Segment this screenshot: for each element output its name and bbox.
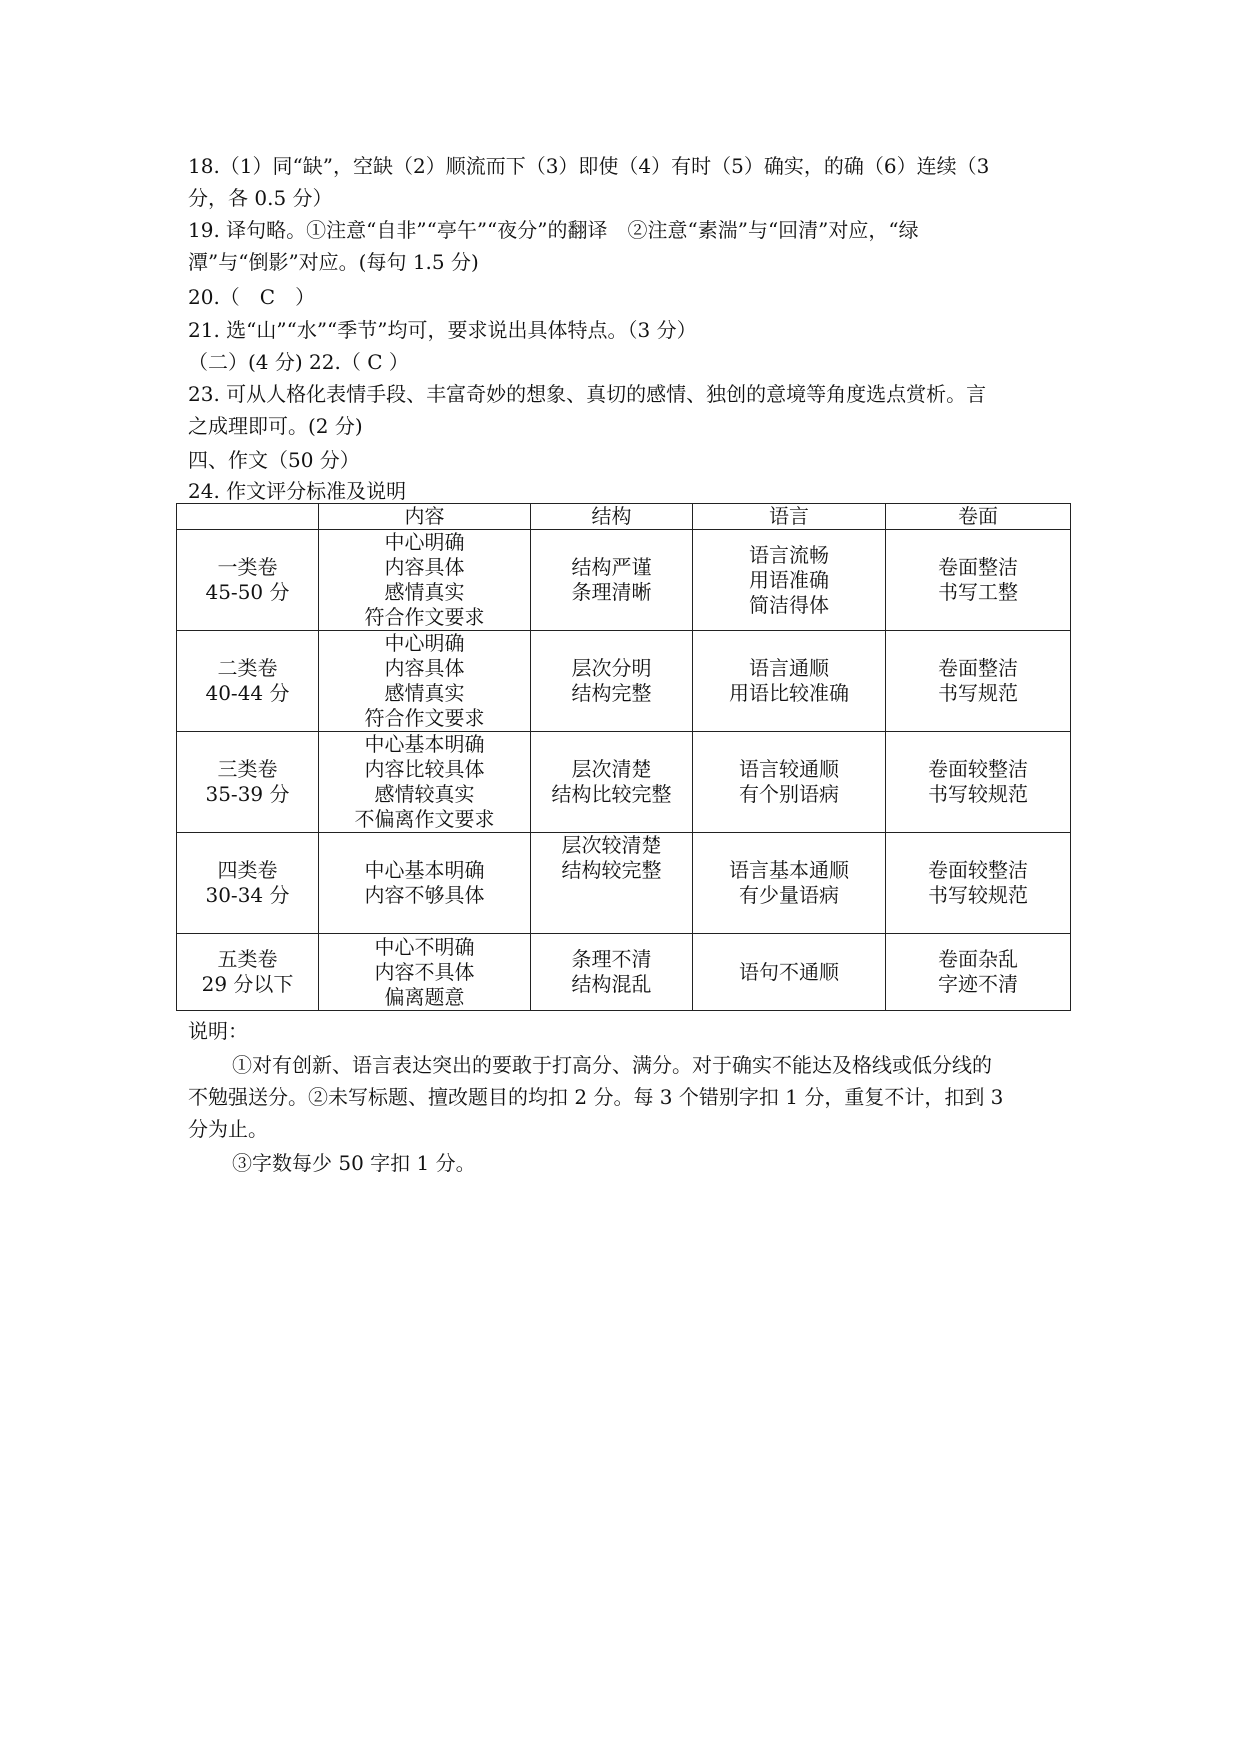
table-row: [177, 934, 1071, 1011]
text-line: 24. 作文评分标准及说明: [188, 479, 407, 503]
cell-text: 符合作文要求: [364, 605, 485, 629]
grade-cell: [177, 530, 319, 631]
language-cell: [693, 631, 886, 732]
cell-text: 层次较清楚: [561, 833, 662, 857]
cell-text: 语句不通顺: [739, 959, 839, 984]
cell-text: 卷面较整洁: [928, 858, 1028, 882]
surface-cell: [886, 732, 1071, 833]
cell-text: 用语比较准确: [729, 681, 849, 705]
cell-text: 40-44 分: [205, 681, 290, 705]
cell-text: 结构较完整: [561, 858, 662, 882]
essay-grading-table: [176, 503, 1071, 1011]
note-line: ③字数每少 50 字扣 1 分。: [232, 1151, 476, 1175]
cell-text: 条理清晰: [571, 580, 652, 604]
structure-cell: [531, 732, 693, 833]
content-cell: [319, 833, 531, 934]
cell-text: 偏离题意: [384, 984, 465, 1009]
cell-text: 卷面整洁: [938, 555, 1018, 579]
text-line: 23. 可从人格化表情手段、丰富奇妙的想象、真切的感情、独创的意境等角度选点赏析。言: [188, 382, 987, 406]
structure-cell: [531, 934, 693, 1011]
structure-cell: [531, 530, 693, 631]
cell-text: 书写较规范: [928, 883, 1028, 907]
header-blank: [177, 504, 319, 530]
structure-cell: [531, 631, 693, 732]
text-line: 21. 选“山”“水”“季节”均可，要求说出具体特点。（3 分）: [188, 318, 697, 342]
cell-text: 内容不具体: [374, 959, 475, 984]
note-line: 分为止。: [188, 1117, 268, 1141]
cell-text: 字迹不清: [938, 972, 1018, 996]
cell-text: 内容比较具体: [364, 757, 485, 781]
header-surface: 卷面: [886, 504, 1071, 530]
cell-text: 语言流畅: [749, 542, 829, 567]
cell-text: 语言较通顺: [739, 757, 839, 781]
content-cell: [319, 530, 531, 631]
language-cell: [693, 833, 886, 934]
text-line: 四、作文（50 分）: [188, 448, 360, 472]
text-line: 18.（1）同“缺”，空缺（2）顺流而下（3）即使（4）有时（5）确实，的确（6）连续（3: [188, 154, 990, 178]
cell-text: 45-50 分: [205, 580, 290, 604]
text-line: 潭”与“倒影”对应。(每句 1.5 分): [188, 250, 479, 274]
content-cell: [319, 631, 531, 732]
cell-text: 符合作文要求: [364, 706, 485, 730]
cell-text: 感情真实: [384, 580, 465, 604]
cell-text: 感情较真实: [374, 782, 475, 806]
cell-text: 卷面杂乱: [938, 947, 1018, 971]
text-line: 之成理即可。(2 分): [188, 414, 363, 438]
cell-text: 书写较规范: [928, 782, 1028, 806]
cell-text: 三类卷: [217, 757, 278, 781]
cell-text: 结构严谨: [571, 555, 652, 579]
language-cell: [693, 732, 886, 833]
text-line: （二）(4 分) 22.（ C ）: [188, 350, 409, 374]
cell-text: 二类卷: [217, 656, 278, 680]
surface-cell: [886, 833, 1071, 934]
cell-text: 卷面较整洁: [928, 757, 1028, 781]
cell-text: 用语准确: [749, 567, 829, 592]
table-row: [177, 732, 1071, 833]
cell-text: 结构比较完整: [551, 782, 672, 806]
cell-text: 中心基本明确: [364, 732, 485, 756]
table-row: [177, 833, 1071, 934]
cell-text: 中心基本明确: [364, 858, 485, 882]
cell-text: 层次分明: [571, 656, 652, 680]
table-row: [177, 530, 1071, 631]
structure-cell: [531, 833, 693, 934]
cell-text: 一类卷: [217, 555, 278, 579]
cell-text: 29 分以下: [201, 972, 294, 996]
cell-text: 内容具体: [384, 555, 465, 579]
cell-text: 结构混乱: [571, 972, 652, 996]
grade-cell: [177, 732, 319, 833]
grade-cell: [177, 833, 319, 934]
cell-text: 中心不明确: [374, 934, 475, 959]
content-cell: [319, 934, 531, 1011]
cell-text: 语言基本通顺: [729, 858, 849, 882]
surface-cell: [886, 934, 1071, 1011]
cell-text: 四类卷: [217, 858, 278, 882]
table-row: [177, 631, 1071, 732]
cell-text: 语言通顺: [749, 656, 829, 680]
note-line: 不勉强送分。②未写标题、擅改题目的均扣 2 分。每 3 个错别字扣 1 分，重复不计，扣到 3: [188, 1085, 1004, 1109]
cell-text: 卷面整洁: [938, 656, 1018, 680]
cell-text: 有少量语病: [739, 883, 839, 907]
table-header-row: [177, 504, 1071, 530]
cell-text: 书写规范: [938, 681, 1018, 705]
cell-text: 层次清楚: [571, 757, 652, 781]
surface-cell: [886, 530, 1071, 631]
cell-text: 不偏离作文要求: [354, 807, 495, 831]
cell-text: 结构完整: [571, 681, 652, 705]
cell-text: 内容不够具体: [364, 883, 485, 907]
header-structure: 结构: [531, 504, 693, 530]
cell-text: 感情真实: [384, 681, 465, 705]
cell-text: 35-39 分: [205, 782, 290, 806]
content-cell: [319, 732, 531, 833]
cell-text: 五类卷: [217, 947, 278, 971]
grade-cell: [177, 631, 319, 732]
cell-text: 中心明确: [384, 631, 465, 655]
language-cell: [693, 530, 886, 631]
note-line: ①对有创新、语言表达突出的要敢于打高分、满分。对于确实不能达及格线或低分线的: [232, 1053, 992, 1077]
cell-text: 简洁得体: [749, 592, 829, 617]
text-line: 20.（ C ）: [188, 285, 316, 309]
cell-text: 内容具体: [384, 656, 465, 680]
note-line: 说明：: [188, 1019, 248, 1043]
cell-text: 中心明确: [384, 530, 465, 554]
grade-cell: [177, 934, 319, 1011]
text-line: 分，各 0.5 分）: [188, 186, 333, 210]
cell-text: 书写工整: [938, 580, 1018, 604]
cell-text: 30-34 分: [205, 883, 290, 907]
language-cell: [693, 934, 886, 1011]
cell-text: 有个别语病: [739, 782, 839, 806]
header-content: 内容: [319, 504, 531, 530]
header-language: 语言: [693, 504, 886, 530]
cell-text: 条理不清: [571, 947, 652, 971]
surface-cell: [886, 631, 1071, 732]
text-line: 19. 译句略。①注意“自非”“亭午”“夜分”的翻译 ②注意“素湍”与“回清”对应，“绿: [188, 218, 919, 242]
